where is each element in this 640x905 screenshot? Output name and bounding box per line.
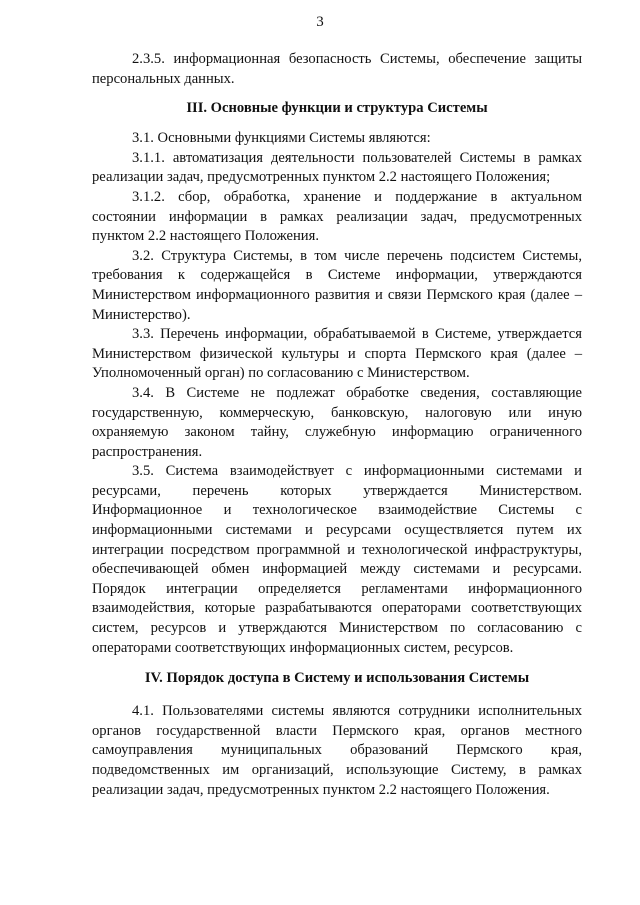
paragraph-3-1-2: 3.1.2. сбор, обработка, хранение и поддержание в актуальном состоянии информации в рамках реализации задач, предусмотренных пунктом 2.2 настоящего Положения. [92,188,582,245]
paragraph-3-3: 3.3. Перечень информации, обрабатываемой в Системе, утверждается Министерством физической культуры и спорта Пермского края (далее – Уполномоченный орган) по согласованию с Министерством. [92,326,582,382]
paragraph-4-1: 4.1. Пользователями системы являются сотрудники исполнительных органов государственной власти Пермского края, органов местного самоуправления муниципальных образований Пермского края, подведомственных им организаций, использующие Систему, в рамках реализации задач, предусмотренных пунктом 2.2 настоящего Положения. [92,703,582,798]
section-4-heading: IV. Порядок доступа в Систему и использования Системы [144,670,530,687]
paragraph-3-2: 3.2. Структура Системы, в том числе перечень подсистем Системы, требования к содержащейся в Системе информации, утверждаются Министерством информационного развития и связи Пермского края (далее – Министерство). [92,247,582,323]
section-3-heading: III. Основные функции и структура Системы [186,100,488,117]
page-number: 3 [316,14,324,30]
paragraph-2-3-5: 2.3.5. информационная безопасность Системы, обеспечение защиты персональных данных. [92,51,582,87]
paragraph-3-4: 3.4. В Системе не подлежат обработке сведения, составляющие государственную, коммерческую, банковскую, налоговую или иную охраняемую законом тайну, служебную информацию ограниченного распространения. [92,384,582,460]
paragraph-3-1-1: 3.1.1. автоматизация деятельности пользователей Системы в рамках реализации задач, предусмотренных пунктом 2.2 настоящего Положения; [92,149,582,186]
document-body [92,50,582,800]
paragraph-3-5: 3.5. Система взаимодействует с информационными системами и ресурсами, перечень которых утверждается Министерством. Информационное и технологическое взаимодействие Системы с информационными системами и ресурсами осуществляется путем их интеграции посредством программной и технологической инфраструктуры, обеспечивающей обмен информацией между системами и ресурсами. Порядок интеграции определяется регламентами информационного взаимодействия, которые разрабатываются операторами соответствующих систем, ресурсов и утверждаются Министерством по согласованию с операторами соответствующих информационных систем, ресурсов. [92,463,582,656]
paragraph-3-1: 3.1. Основными функциями Системы являются: [132,130,431,147]
